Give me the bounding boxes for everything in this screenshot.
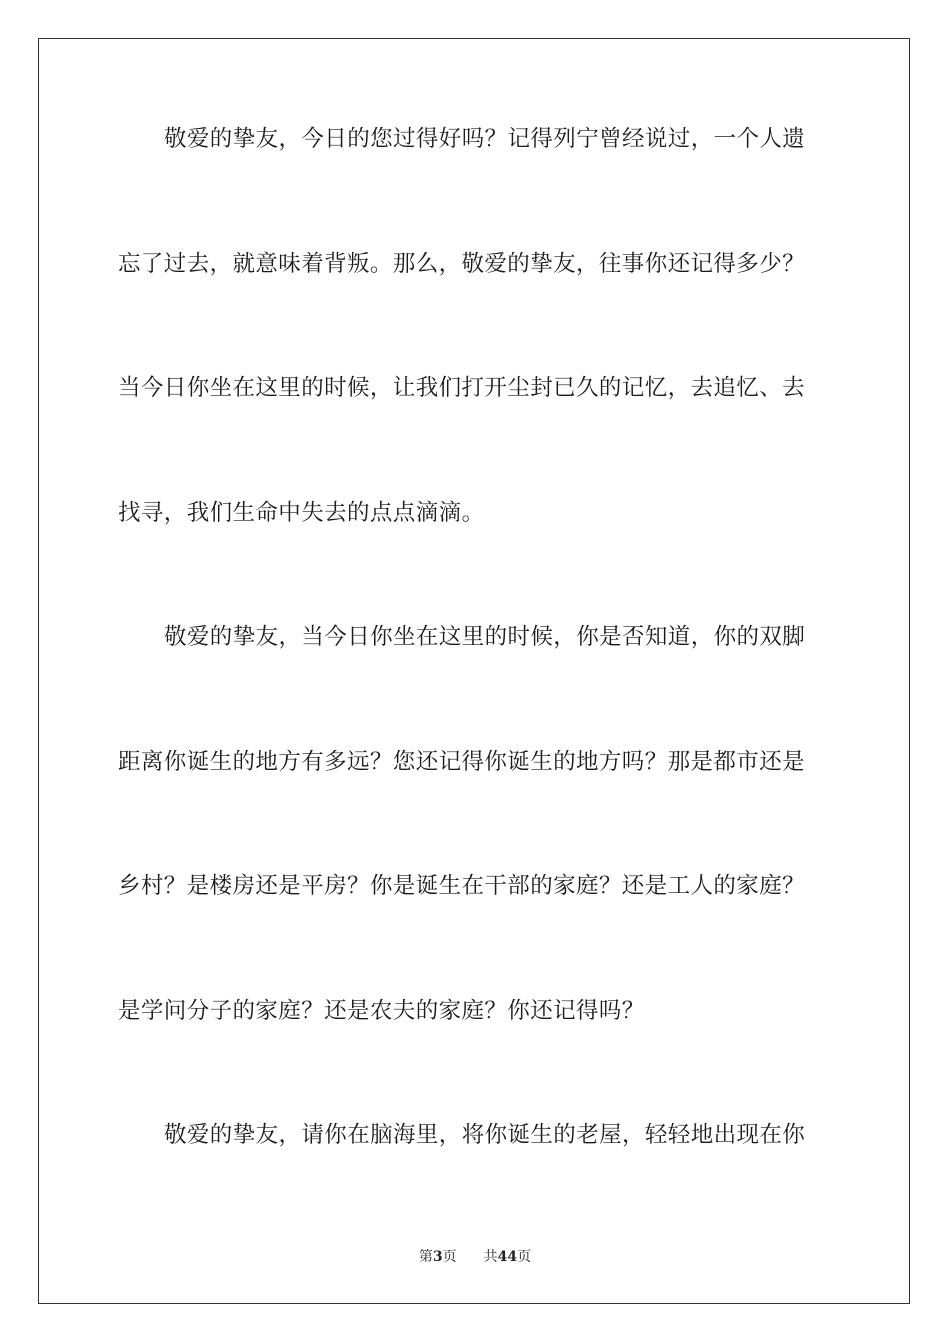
total-pages-indicator	[484, 1249, 531, 1265]
paragraph-line: 忘了过去，就意味着背叛。那么，敬爱的挚友，往事你还记得多少？	[118, 250, 806, 277]
total-suffix: 页	[517, 1249, 532, 1265]
paragraph-line: 当今日你坐在这里的时候，让我们打开尘封已久的记忆，去追忆、去	[118, 375, 806, 401]
paragraph-line: 敬爱的挚友，当今日你坐在这里的时候，你是否知道，你的双脚	[164, 624, 806, 650]
page-prefix: 第	[418, 1249, 433, 1265]
paragraph-line: 距离你诞生的地方有多远？您还记得你诞生的地方吗？那是都市还是	[118, 748, 806, 775]
page-footer	[0, 1248, 950, 1266]
paragraph-line: 敬爱的挚友，今日的您过得好吗？记得列宁曾经说过，一个人遗	[164, 126, 806, 152]
paragraph-line: 敬爱的挚友，请你在脑海里，将你诞生的老屋，轻轻地出现在你	[164, 1122, 806, 1148]
total-pages: 44	[497, 1249, 518, 1265]
page-indicator	[419, 1249, 461, 1265]
total-prefix: 共	[483, 1249, 498, 1265]
page-number: 3	[432, 1249, 443, 1265]
paragraph-line: 是学问分子的家庭？还是农夫的家庭？你还记得吗？	[118, 997, 645, 1024]
paragraph-line: 找寻，我们生命中失去的点点滴滴。	[118, 499, 485, 526]
document-body	[118, 124, 832, 1245]
paragraph-line: 乡村？是楼房还是平房？你是诞生在干部的家庭？还是工人的家庭？	[118, 873, 806, 899]
page-suffix: 页	[442, 1249, 457, 1265]
